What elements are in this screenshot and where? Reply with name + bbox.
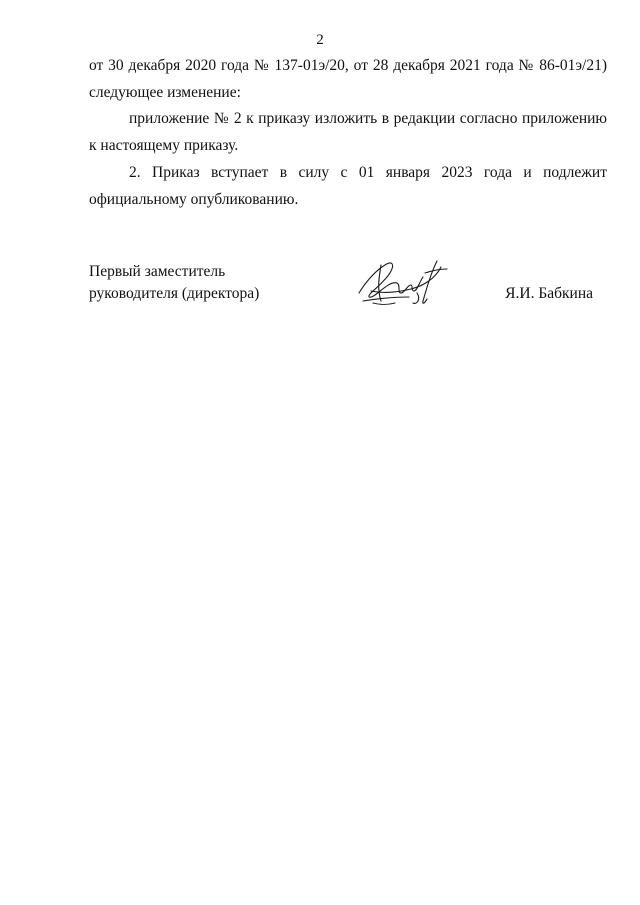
signer-title-line: Первый заместитель [89, 263, 226, 280]
paragraph-line: 2. Приказ вступает в силу с 01 января 2023 года и подлежит [129, 164, 607, 181]
paragraph-line: от 30 декабря 2020 года № 137-01э/20, от 28 декабря 2021 года № 86-01э/21) [89, 57, 607, 74]
paragraph-amendment-intro [89, 52, 607, 106]
paragraph-line: к настоящему приказу. [89, 137, 239, 154]
paragraph-amendment-text [89, 105, 607, 159]
paragraph-line: официальному опубликованию. [89, 191, 299, 208]
signer-title [89, 261, 259, 305]
page-number: 2 [316, 32, 324, 48]
paragraph-effective-date [89, 159, 607, 213]
signature-block [89, 261, 607, 321]
paragraph-line: следующее изменение: [89, 84, 241, 101]
paragraph-line: приложение № 2 к приказу изложить в редакции согласно приложению [129, 110, 607, 127]
signer-name: Я.И. Бабкина [505, 285, 593, 302]
signer-title-line: руководителя (директора) [89, 285, 260, 302]
handwritten-signature-icon [351, 253, 461, 313]
